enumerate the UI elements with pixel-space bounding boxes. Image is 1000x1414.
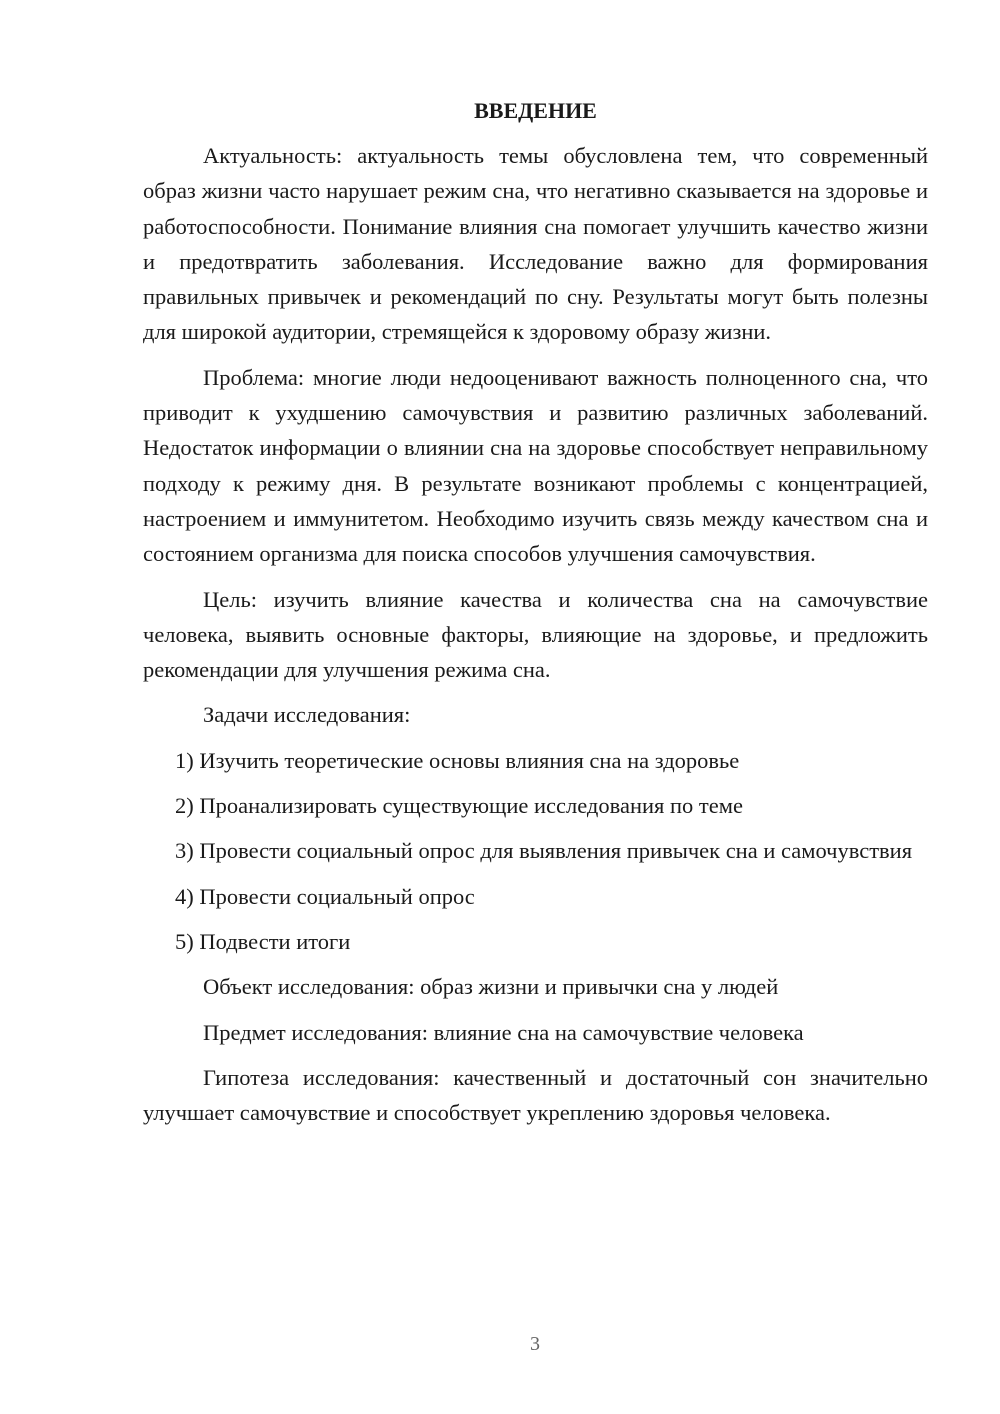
page-number: 3 (530, 1333, 540, 1355)
object-paragraph: Объект исследования: образ жизни и привычки сна у людей (203, 974, 779, 1000)
task-item-4: 4) Провести социальный опрос (175, 883, 475, 909)
subject-paragraph: Предмет исследования: влияние сна на самочувствие человека (203, 1019, 804, 1045)
task-item-3: 3) Провести социальный опрос для выявления привычек сна и самочувствия (175, 838, 913, 864)
tasks-title: Задачи исследования: (203, 702, 411, 728)
task-item-2: 2) Проанализировать существующие исследования по теме (175, 793, 743, 819)
goal-paragraph: Цель: изучить влияние качества и количества сна на самочувствие человека, выявить основные факторы, влияющие на здоровье, и предложить рекомендации для улучшения режима сна. (143, 586, 928, 683)
problem-paragraph: Проблема: многие люди недооценивают важность полноценного сна, что приводит к ухудшению самочувствия и развитию различных заболеваний. Недостаток информации о влиянии сна на здоровье способствует неправильному подходу к режиму дня. В результате возникают проблемы с концентрацией, настроением и иммунитетом. Необходимо изучить связь между качеством сна и состоянием организма для поиска способов улучшения самочувствия. (143, 364, 928, 567)
relevance-paragraph: Актуальность: актуальность темы обусловлена тем, что современный образ жизни часто нарушает режим сна, что негативно сказывается на здоровье и работоспособности. Понимание влияния сна помогает улучшить качество жизни и предотвратить заболевания. Исследование важно для формирования правильных привычек и рекомендаций по сну. Результаты могут быть полезны для широкой аудитории, стремящейся к здоровому образу жизни. (143, 143, 928, 345)
task-item-5: 5) Подвести итоги (175, 928, 351, 954)
hypothesis-paragraph: Гипотеза исследования: качественный и достаточный сон значительно улучшает самочувствие и способствует укреплению здоровья человека. (143, 1064, 928, 1126)
document-page (143, 96, 928, 1130)
section-heading: ВВЕДЕНИЕ (474, 98, 597, 123)
task-item-1: 1) Изучить теоретические основы влияния сна на здоровье (175, 747, 740, 773)
